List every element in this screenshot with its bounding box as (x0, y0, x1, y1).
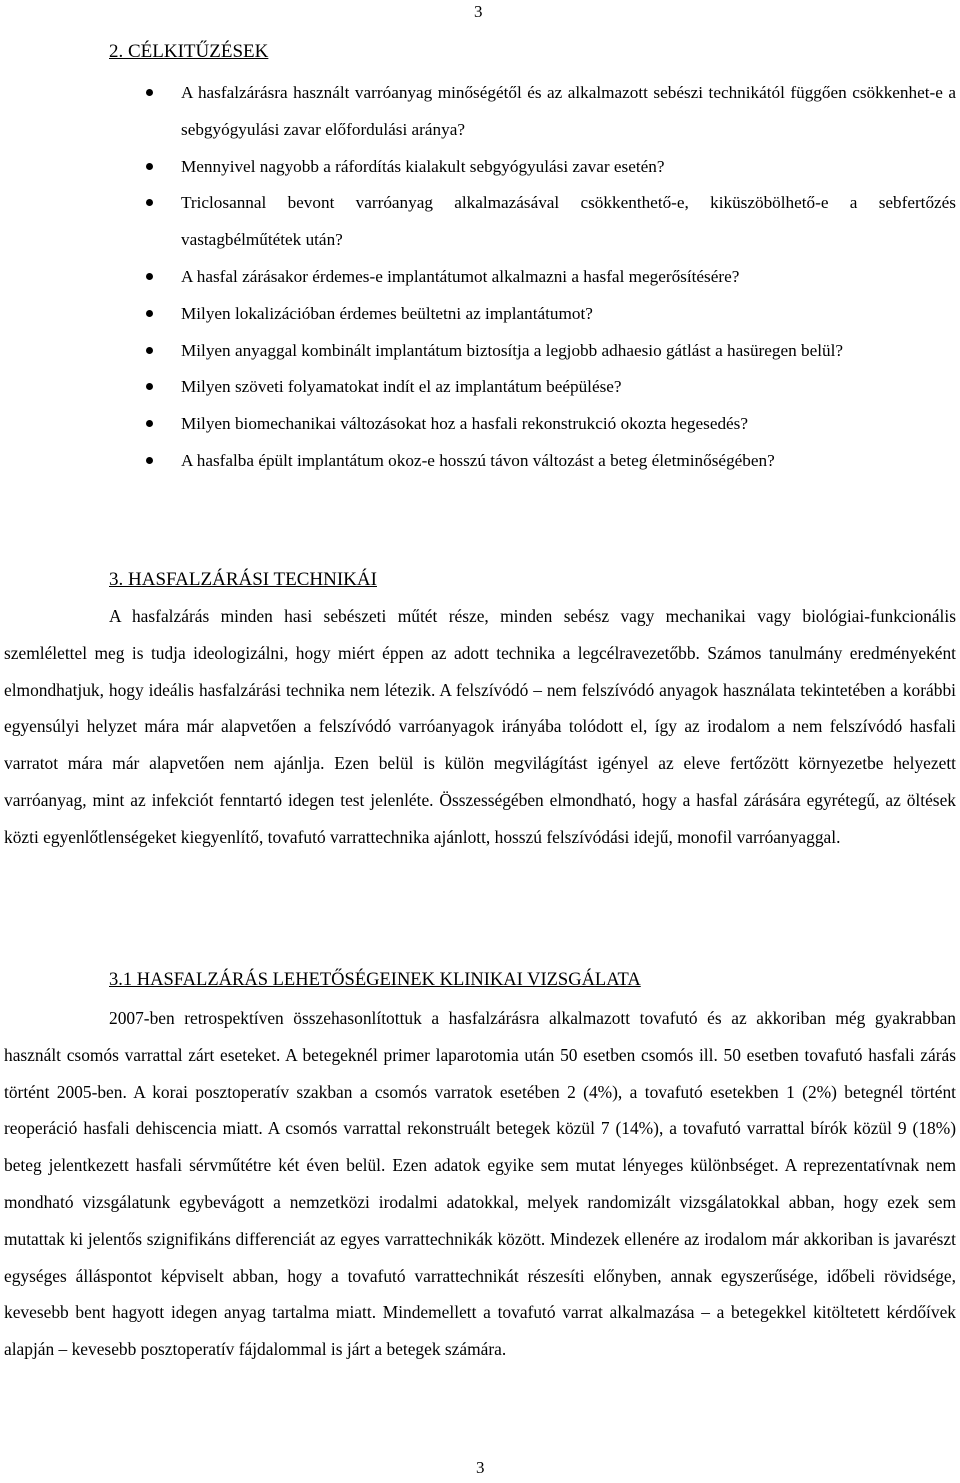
bullet-icon (146, 457, 153, 464)
list-item (0, 406, 960, 443)
list-item (0, 296, 960, 333)
bullet-icon (146, 383, 153, 390)
goals-list (0, 75, 960, 480)
list-item-text: Milyen biomechanikai változásokat hoz a hasfali rekonstrukció okozta hegesedés? (181, 414, 748, 434)
page-number-bottom: 3 (476, 1458, 485, 1477)
list-item-text: Milyen lokalizációban érdemes beültetni az implantátumot? (181, 303, 593, 323)
bullet-icon (146, 163, 153, 170)
list-item-text: A hasfalba épült implantátum okoz-e hosszú távon változást a beteg életminőségében? (181, 450, 775, 470)
paragraph-clinical: 2007-ben retrospektíven összehasonlítottuk a hasfalzárásra alkalmazott tovafutó és az akkoriban még gyakrabban használt csomós varrattal zárt eseteket. A betegeknél primer laparotomia után 50 esetben csomós ill. 50 esetben tovafutó hasfali zárás történt 2005-ben. A korai posztoperatív szakban a csomós varratok esetében 2 (4%), a tovafutó esetekben 1 (2%) betegnél történt reoperáció hasfali dehiscencia miatt. A csomós varrattal rekonstruált betegek közül 7 (14%), a tovafutó varrattal bírók közül 9 (18%) beteg jelentkezett hasfali sérvműtétre két éven belül. Ezen adatok egyike sem mutat lényeges különbséget. A reprezentatívnak nem mondható vizsgálatunk egybevágott a nemzetközi irodalmi adatokkal, melyek randomizált vizsgálatokkal abban, hogy ezek sem mutattak ki jelentős szignifikáns differenciát az egyes varrattechnikák között. Mindezek ellenére az irodalom már akkoriban is javarészt egységes álláspontot képviselt abban, hogy a tovafutó varrattechnikát részesíti előnyben, annak egyszerűsége, időbeli rövidsége, kevesebb bent hagyott idegen anyag tartalma miatt. Mindemellett a tovafutó varrat alkalmazása – a betegekkel kitöltetett kérdőívek alapján – kevesebb posztoperatív fájdalommal is járt a betegek számára. (4, 1008, 956, 1360)
list-item (0, 75, 960, 149)
list-item-text: Mennyivel nagyobb a ráfordítás kialakult sebgyógyulási zavar esetén? (181, 156, 665, 176)
list-item (0, 185, 960, 259)
page-number-top: 3 (474, 2, 483, 21)
bullet-icon (146, 310, 153, 317)
list-item (0, 369, 960, 406)
list-item (0, 259, 960, 296)
bullet-icon (146, 199, 153, 206)
list-item (0, 333, 960, 370)
list-item-text: A hasfal zárásakor érdemes-e implantátumot alkalmazni a hasfal megerősítésére? (181, 266, 740, 286)
bullet-icon (146, 273, 153, 280)
list-item-text: Milyen anyaggal kombinált implantátum biztosítja a legjobb adhaesio gátlást a hasüregen belül? (181, 340, 844, 360)
list-item-text: A hasfalzárásra használt varróanyag minőségétől és az alkalmazott sebészi technikától függően csökkenhet-e a sebgyógyulási zavar előfordulási aránya? (181, 83, 956, 139)
heading-clinical: 3.1 HASFALZÁRÁS LEHETŐSÉGEINEK KLINIKAI VIZSGÁLATA (109, 970, 641, 990)
list-item (0, 443, 960, 480)
list-item (0, 149, 960, 186)
heading-goals: 2. CÉLKITŰZÉSEK (109, 41, 269, 62)
list-item-text: Triclosannal bevont varróanyag alkalmazásával csökkenthető-e, kiküszöbölhető-e a sebfertőzés vastagbélműtétek után? (181, 193, 956, 250)
bullet-icon (146, 347, 153, 354)
heading-techniques: 3. HASFALZÁRÁSI TECHNIKÁI (109, 569, 377, 590)
bullet-icon (146, 420, 153, 427)
paragraph-techniques: A hasfalzárás minden hasi sebészeti műtét része, minden sebész vagy mechanikai vagy biológiai-funkcionális szemlélettel meg is tudja ideologizálni, hogy miért éppen az adott technika a legcélravezetőbb. Számos tanulmány eredményeként elmondhatjuk, hogy ideális hasfalzárási technika nem létezik. A felszívódó – nem felszívódó anyagok használata tekintetében a korábbi egyensúlyi helyzet mára már alapvetően a felszívódó varróanyagok irányába tolódott el, így az irodalom a nem felszívódó hasfali varratot mára már alapvetően nem ajánlja. Ezen belül is külön megvilágítást igényel az eleve fertőzött környezetbe helyezett varróanyag, mint az infekciót fenntartó idegen test jelenléte. Összességében elmondható, hogy a hasfal zárására egyrétegű, az öltések közti egyenlőtlenségeket kiegyenlítő, tovafutó varrattechnika ajánlott, hosszú felszívódási idejű, monofil varróanyaggal. (4, 606, 956, 847)
list-item-text: Milyen szöveti folyamatokat indít el az implantátum beépülése? (181, 377, 622, 397)
bullet-icon (146, 89, 153, 96)
